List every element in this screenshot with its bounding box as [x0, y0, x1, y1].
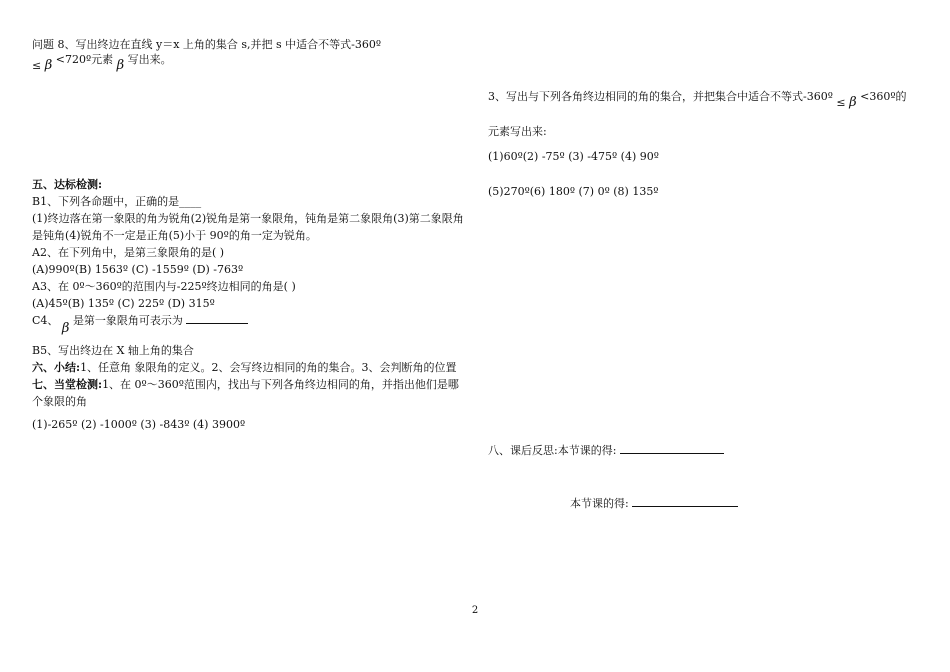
- q3-beta: β: [849, 95, 857, 110]
- reflection-blank-2[interactable]: [632, 506, 738, 507]
- question-a3: A3、在 0º～360º的范围内与-225º终边相同的角是( ): [32, 280, 296, 293]
- beta-symbol: β: [44, 58, 53, 73]
- section-8-title: 八、课后反思:本节课的得:: [488, 444, 617, 457]
- section-7-text: 1、在 0º～360º范围内，找出与下列各角终边相同的角，并指出他们是哪个象限的角: [32, 378, 459, 408]
- right-column: [488, 88, 928, 510]
- question-3-row-2: (5)270º(6) 180º (7) 0º (8) 135º: [488, 185, 659, 198]
- b1-text: B1、下列各命题中，正确的是____: [32, 195, 202, 208]
- q3-text: 3、写出与下列各角终边相同的角的集合，并把集合中适合不等式-360º: [488, 90, 833, 103]
- section-8-line-2-text: 本节课的得:: [570, 497, 629, 510]
- c4-answer-blank[interactable]: [186, 323, 248, 324]
- question-a2-options: (A)990º(B) 1563º (C) -1559º (D) -763º: [32, 263, 244, 276]
- section-7-title: 七、当堂检测:: [32, 378, 103, 391]
- page-number: 2: [471, 605, 479, 616]
- section-6-text: 1、任意角 象限角的定义。2、会写终边相同的角的集合。3、会判断角的位置: [80, 361, 457, 374]
- question-b1-detail: (1)终边落在第一象限的角为锐角(2)锐角是第一象限角，钝角是第二象限角(3)第二象限角是钝角(4)锐角不一定是正角(5)小于 90º的角一定为锐角。: [32, 212, 464, 242]
- c4-label: C4、: [32, 314, 59, 327]
- question-a2: A2、在下列角中，是第三象限角的是( ): [32, 246, 225, 259]
- c4-text: 是第一象限角可表示为: [72, 314, 183, 327]
- section-6-title: 六、小结:: [32, 361, 81, 374]
- question-8-line-2: [32, 53, 472, 74]
- question-a3-options: (A)45º(B) 135º (C) 225º (D) 315º: [32, 297, 215, 310]
- section-8-line-2: [570, 495, 738, 512]
- q8-end-text: 写出来。: [127, 53, 172, 66]
- section-8: [488, 442, 724, 459]
- leq-symbol: ≤: [32, 59, 42, 72]
- reflection-blank-1[interactable]: [620, 453, 724, 454]
- q8-inequality-text: <720º元素: [55, 53, 114, 66]
- beta-symbol-c4: β: [61, 321, 70, 336]
- question-3-row-1: (1)60º(2) -75º (3) -475º (4) 90º: [488, 150, 659, 163]
- q3-leq: ≤: [836, 96, 846, 109]
- question-c4: [32, 312, 472, 340]
- question-3-line-1: [488, 88, 928, 110]
- section-6: [32, 359, 472, 376]
- section-5-title: 五、达标检测:: [32, 178, 103, 191]
- q3-end: <360º的: [860, 90, 907, 103]
- question-b1: [32, 193, 472, 210]
- question-3-line-2: 元素写出来:: [488, 125, 547, 138]
- question-8-line-1: 问题 8、写出终边在直线 y＝x 上角的集合 s,并把 s 中适合不等式-360º: [32, 38, 382, 51]
- beta-symbol-2: β: [116, 58, 125, 73]
- section-7: [32, 376, 464, 410]
- question-b5: B5、写出终边在 X 轴上角的集合: [32, 344, 194, 357]
- left-column: [32, 36, 472, 433]
- section-7-options: (1)-265º (2) -1000º (3) -843º (4) 3900º: [32, 418, 246, 431]
